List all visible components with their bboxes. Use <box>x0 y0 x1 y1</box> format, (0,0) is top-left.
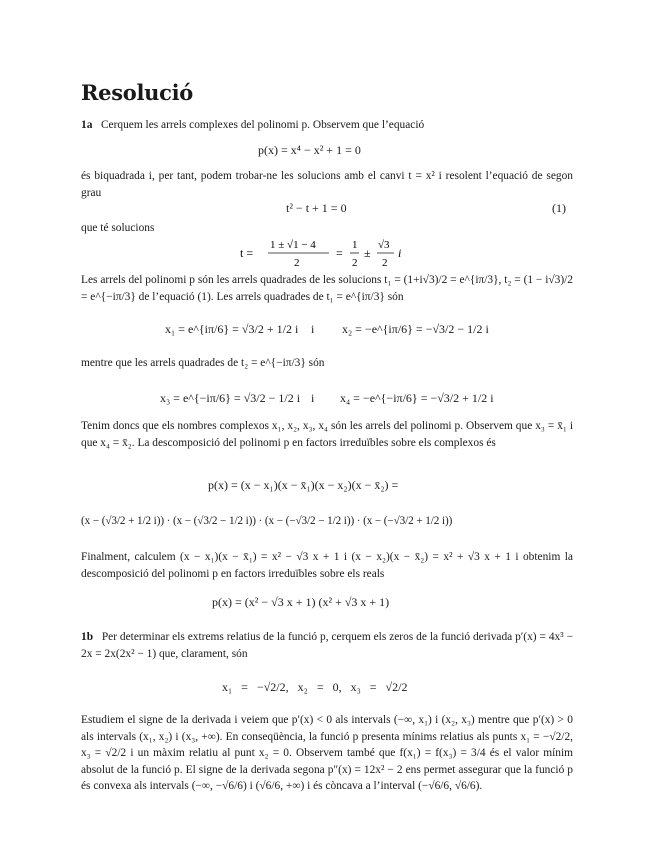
eq-sol-pm: ± <box>364 246 371 260</box>
paragraph-1a-text3: que té solucions <box>81 222 155 234</box>
eq-sol-sqrt3-den: 2 <box>382 257 388 269</box>
section-title: Resolució <box>81 80 193 105</box>
label-1a: 1a <box>81 119 93 131</box>
eq-sol-numerator: 1 ± √1 − 4 <box>270 239 316 251</box>
equation-factorization-real: p(x) = (x² − √3 x + 1) (x² + √3 x + 1) <box>212 595 390 609</box>
eq-sol-lhs: t = <box>240 246 254 260</box>
equation-critical-points: x₁ = −√2/2, x₂ = 0, x₃ = √2/2 <box>222 680 408 694</box>
paragraph-1a-intro <box>81 117 573 134</box>
eq-sol-sqrt3: √3 <box>378 239 390 251</box>
eq-sol-denominator: 2 <box>294 257 300 269</box>
equation-sep-1: i <box>311 322 315 336</box>
eq-sol-equals: = <box>336 246 343 260</box>
equation-x4: x₄ = −e^{−iπ/6} = −√3/2 + 1/2 i <box>340 391 494 405</box>
paragraph-1a-text7: Finalment, calculem (x − x₁)(x − x̄₁) = x² − √3 x + 1 i (x − x₂)(x − x̄₂) = x² + √3 x + 1 i obtenim la descomposició del polinomi p en factors irreduïbles sobre els reals <box>81 551 573 580</box>
equation-t: t² − t + 1 = 0 <box>286 201 347 215</box>
paragraph-1a-text2: és biquadrada i, per tant, podem trobar-ne les solucions amb el canvi t = x² i resolent l’equació de segon grau <box>81 170 573 199</box>
equation-number-1: (1) <box>552 201 566 215</box>
paragraph-1b-intro <box>81 629 573 662</box>
equation-x1: x₁ = e^{iπ/6} = √3/2 + 1/2 i <box>165 322 299 336</box>
equation-factorization-complex: p(x) = (x − x₁)(x − x̄₁)(x − x₂)(x − x̄₂) = <box>208 478 399 492</box>
equation-factorization-expanded: (x − (√3/2 + 1/2 i)) · (x − (√3/2 − 1/2 i)) · (x − (−√3/2 − 1/2 i)) · (x − (−√3/2 + 1/2 i)) <box>81 515 453 527</box>
equation-sep-2: i <box>311 391 315 405</box>
paragraph-1b-text2: Estudiem el signe de la derivada i veiem que p′(x) < 0 als intervals (−∞, x₁) i (x₂, x₃) mentre que p′(x) > 0 als intervals (x₁, x₂) i (x₃, +∞). En conseqüència, la funció p presenta mínims relatius als punts x₁ = −√2/2, x₃ = √2/2 i un màxim relatiu al punt x₂ = 0. Observem també que f(x₁) = f(x₃) = 3/4 és el valor mínim absolut de la funció p. El signe de la derivada segona p″(x) = 12x² − 2 ens permet assegurar que la funció p és convexa als intervals (−∞, −√6/6) i (√6/6, +∞) i és còncava a l’interval (−√6/6, √6/6). <box>81 714 573 792</box>
paragraph-1a-text6: Tenim doncs que els nombres complexos x₁, x₂, x₃, x₄ són les arrels del polinomi p. Observem que x₃ = x̄₁ i que x₄ = x̄₂. La descomposició del polinomi p en factors irreduïbles sobre els complexos és <box>81 420 573 449</box>
text-1a-intro: Cerquem les arrels complexes del polinomi p. Observem que l’equació <box>100 119 425 131</box>
paragraph-1a-text4: Les arrels del polinomi p són les arrels quadrades de les solucions t₁ = (1+i√3)/2 = e^{iπ/3}, t₂ = (1 − i√3)/2 = e^{−iπ/3} de l’equació (1). Les arrels quadrades de t₁ = e^{iπ/3} són <box>81 274 573 303</box>
eq-sol-i: i <box>398 246 402 260</box>
equation-solutions <box>240 234 420 270</box>
text-1b-intro: Per determinar els extrems relatius de la funció p, cerquem els zeros de la funció derivada p′(x) = 4x³ − 2x = 2x(2x² − 1) que, clarament, són <box>81 631 574 660</box>
equation-p: p(x) = x⁴ − x² + 1 = 0 <box>258 143 361 157</box>
paragraph-1a-text5: mentre que les arrels quadrades de t₂ = e^{−iπ/3} són <box>81 357 325 369</box>
eq-sol-half-num: 1 <box>352 239 358 251</box>
eq-sol-half-den: 2 <box>352 257 358 269</box>
equation-x2: x₂ = −e^{iπ/6} = −√3/2 − 1/2 i <box>342 322 489 336</box>
label-1b: 1b <box>81 631 94 643</box>
equation-x3: x₃ = e^{−iπ/6} = √3/2 − 1/2 i <box>160 391 301 405</box>
